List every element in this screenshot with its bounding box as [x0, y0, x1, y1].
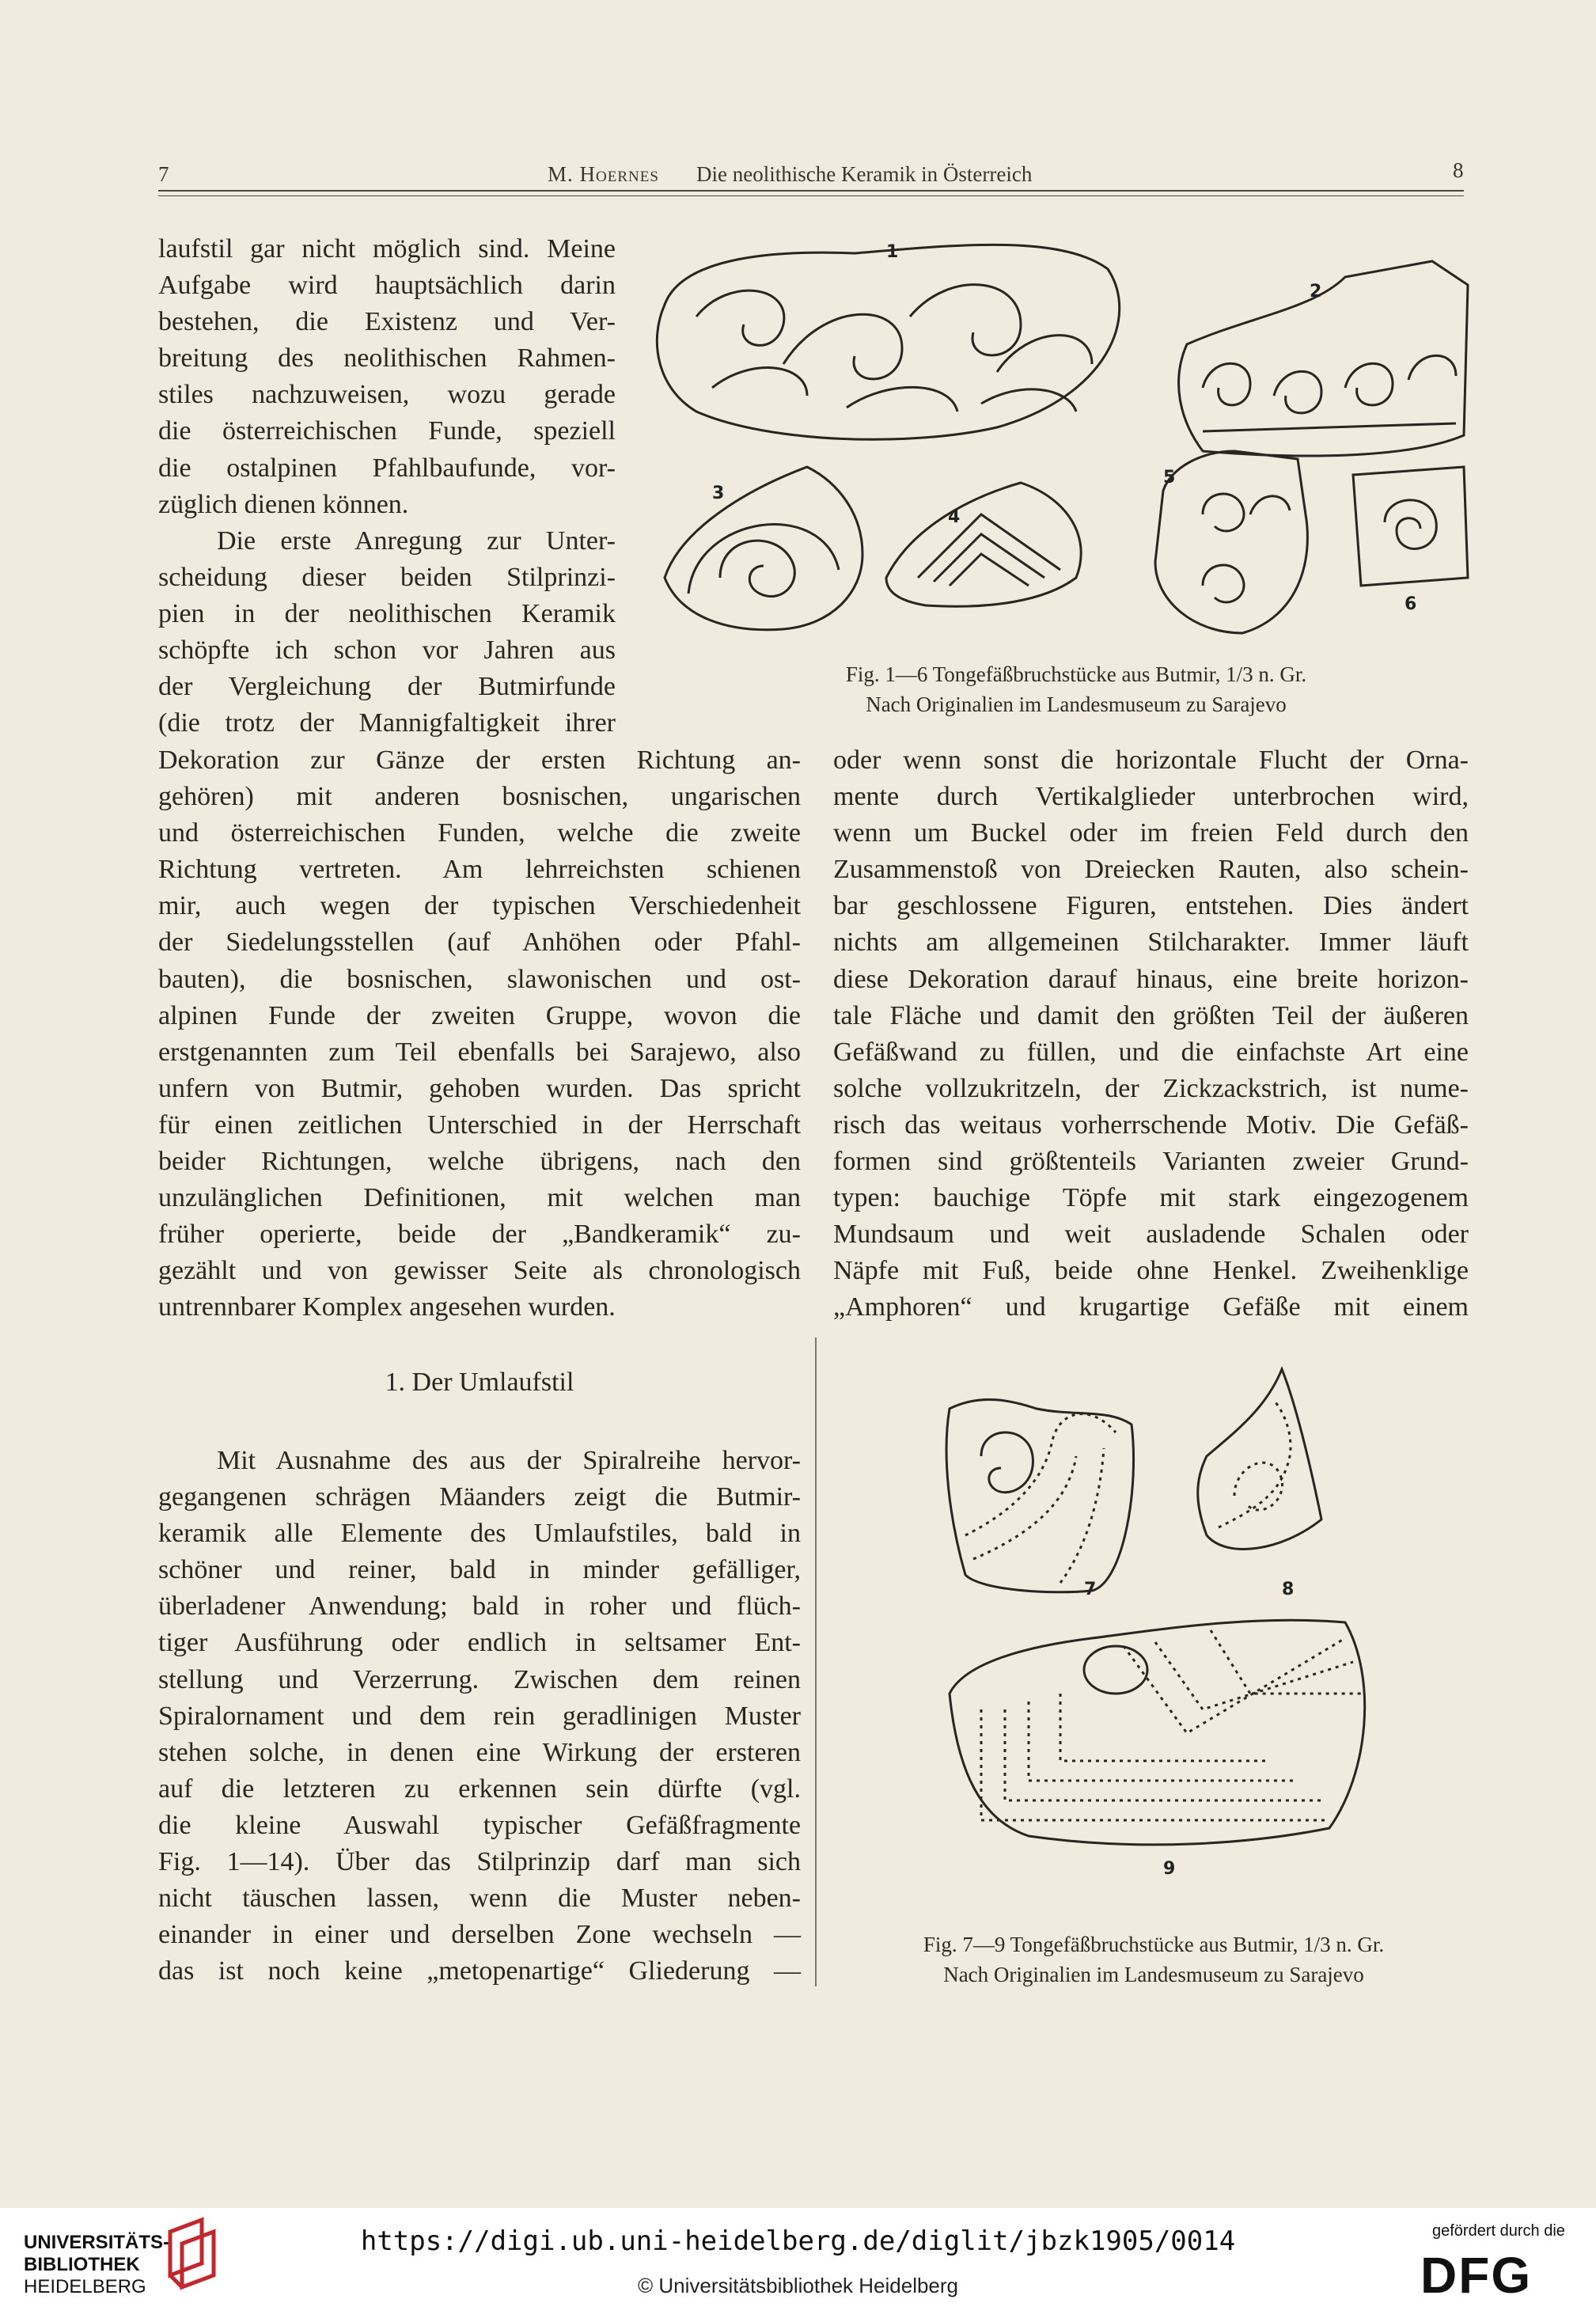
- figure-bottom-caption-line1: Fig. 7—9 Tongefäßbruchstücke aus Butmir, 1/3 n. Gr.: [923, 1933, 1385, 1956]
- text-line: breitung des neolithischen Rahmen-: [158, 343, 616, 374]
- text-line: gegangenen schrägen Mäanders zeigt die Butmir-: [158, 1482, 801, 1512]
- text-left-top: [158, 231, 616, 742]
- fig-label-5: 5: [1163, 468, 1176, 488]
- text-line: erstgenannten zum Teil ebenfalls bei Sarajewo, also: [158, 1037, 801, 1067]
- text-line: schöner und reiner, bald in minder gefälliger,: [158, 1555, 801, 1585]
- text-line: oder wenn sonst die horizontale Flucht der Orna-: [833, 745, 1469, 775]
- text-left-middle: [158, 742, 801, 1326]
- text-line: früher operierte, beide der „Bandkeramik“ zu-: [158, 1220, 801, 1250]
- figure-top-fragments: [649, 230, 1472, 657]
- text-line: Aufgabe wird hauptsächlich darin: [158, 271, 616, 301]
- text-line: Mit Ausnahme des aus der Spiralreihe hervor-: [217, 1446, 801, 1475]
- dfg-funding-label: gefördert durch die: [1432, 2222, 1565, 2240]
- figure-top-caption-line1: Fig. 1—6 Tongefäßbruchstücke aus Butmir, 1/3 n. Gr.: [845, 662, 1307, 686]
- text-line: stiles nachzuweisen, wozu gerade: [158, 380, 616, 410]
- text-line: einander in einer und derselben Zone wechseln —: [158, 1920, 801, 1950]
- header-rule: [158, 190, 1464, 192]
- logo-line-1: UNIVERSITÄTS-: [24, 2232, 170, 2253]
- figure-top-caption-line2: Nach Originalien im Landesmuseum zu Sarajevo: [866, 692, 1287, 716]
- text-line: Richtung vertreten. Am lehrreichsten schienen: [158, 855, 801, 885]
- text-line: nicht täuschen lassen, wenn die Muster neben-: [158, 1884, 801, 1914]
- text-line: Spiralornament und dem rein geradlinigen Muster: [158, 1701, 801, 1731]
- text-line: mir, auch wegen der typischen Verschiedenheit: [158, 891, 801, 921]
- text-line: formen sind größtenteils Varianten zweier Grund-: [833, 1147, 1469, 1177]
- fig-label-6: 6: [1405, 594, 1417, 614]
- fig-label-1: 1: [886, 242, 899, 262]
- text-line: „Amphoren“ und krugartige Gefäße mit einem: [833, 1292, 1469, 1322]
- text-line: schöpfte ich schon vor Jahren aus: [158, 635, 616, 666]
- text-line: keramik alle Elemente des Umlaufstiles, bald in: [158, 1519, 801, 1549]
- fig-label-8: 8: [1282, 1580, 1295, 1599]
- logo-line-2: BIBLIOTHEK: [24, 2254, 140, 2275]
- text-line: stehen solche, in denen eine Wirkung der ersteren: [158, 1737, 801, 1767]
- copyright-notice: © Universitätsbibliothek Heidelberg: [637, 2274, 959, 2297]
- header-rule-thin: [158, 195, 1464, 196]
- fig-label-9: 9: [1163, 1859, 1176, 1879]
- text-line: die österreichischen Funde, speziell: [158, 416, 616, 446]
- text-line: solche vollzukritzeln, der Zickzackstrich, ist nume-: [833, 1073, 1469, 1103]
- text-line: risch das weitaus vorherrschende Motiv. Die Gefäß-: [833, 1110, 1469, 1140]
- text-line: tiger Ausführung oder endlich in seltsamer Ent-: [158, 1628, 801, 1658]
- text-line: bar geschlossene Figuren, entstehen. Dies ändert: [833, 891, 1469, 921]
- text-line: laufstil gar nicht möglich sind. Meine: [158, 234, 616, 264]
- text-line: wenn um Buckel oder im freien Feld durch den: [833, 818, 1469, 848]
- text-line: diese Dekoration darauf hinaus, eine breite horizon-: [833, 964, 1469, 994]
- text-line: bauten), die bosnischen, slawonischen und ost-: [158, 964, 801, 994]
- viewer-footer: [0, 2208, 1596, 2318]
- text-line: scheidung dieser beiden Stilprinzi-: [158, 562, 616, 592]
- text-line: Die erste Anregung zur Unter-: [217, 525, 616, 556]
- header-author: M. Hoernes: [548, 162, 659, 186]
- text-line: untrennbarer Komplex angesehen wurden.: [158, 1292, 616, 1322]
- figure-top-caption: [712, 659, 1440, 719]
- logo-line-3: HEIDELBERG: [24, 2276, 146, 2297]
- text-line: unzulänglichen Definitionen, mit welchen man: [158, 1183, 801, 1213]
- text-line: stellung und Verzerrung. Zwischen dem reinen: [158, 1664, 801, 1694]
- figure-bottom-caption: [841, 1929, 1466, 1990]
- text-line: für einen zeitlichen Unterschied in der Herrschaft: [158, 1110, 801, 1140]
- text-line: alpinen Funde der zweiten Gruppe, wovon die: [158, 1000, 801, 1030]
- header-title: Die neolithische Keramik in Österreich: [696, 162, 1033, 186]
- text-line: nichts am allgemeinen Stilcharakter. Immer läuft: [833, 928, 1469, 958]
- text-line: Zusammenstoß von Dreiecken Rauten, also schein-: [833, 855, 1469, 885]
- fig-label-3: 3: [712, 484, 725, 503]
- text-line: tale Fläche und damit den größten Teil der äußeren: [833, 1000, 1469, 1030]
- text-right-middle: [833, 742, 1469, 1326]
- text-line: typen: bauchige Töpfe mit stark eingezogenem: [833, 1183, 1469, 1213]
- column-divider: [815, 1337, 817, 1986]
- text-line: Mundsaum und weit ausladende Schalen oder: [833, 1220, 1469, 1250]
- text-line: pien in der neolithischen Keramik: [158, 598, 616, 628]
- fragment-1-outline: [657, 245, 1119, 439]
- text-line: der Vergleichung der Butmirfunde: [158, 672, 616, 702]
- page-number-left: 7: [158, 162, 169, 186]
- figure-bottom-caption-line2: Nach Originalien im Landesmuseum zu Sarajevo: [943, 1963, 1364, 1986]
- text-line: (die trotz der Mannigfaltigkeit ihrer: [158, 708, 616, 738]
- text-line: überladener Anwendung; bald in roher und flüch-: [158, 1591, 801, 1622]
- page-number-right: 8: [1453, 158, 1464, 182]
- fig-label-4: 4: [948, 507, 961, 527]
- text-line: züglich dienen können.: [158, 489, 409, 519]
- fig-label-7: 7: [1084, 1580, 1097, 1599]
- text-line: unfern von Butmir, gehoben wurden. Das spricht: [158, 1073, 801, 1103]
- text-line: auf die letzteren zu erkennen sein dürfte (vgl.: [158, 1774, 801, 1804]
- text-line: die kleine Auswahl typischer Gefäßfragmente: [158, 1810, 801, 1840]
- text-line: bestehen, die Existenz und Ver-: [158, 307, 616, 337]
- fig-label-2: 2: [1310, 282, 1322, 302]
- text-line: Näpfe mit Fuß, beide ohne Henkel. Zweihenklige: [833, 1256, 1469, 1286]
- section-heading: 1. Der Umlaufstil: [385, 1368, 574, 1397]
- text-line: der Siedelungsstellen (auf Anhöhen oder Pfahl-: [158, 928, 801, 958]
- text-line: Gefäßwand zu füllen, und die einfachste Art eine: [833, 1037, 1469, 1067]
- text-line: Fig. 1—14). Über das Stilprinzip darf man sich: [158, 1847, 801, 1877]
- text-line: mente durch Vertikalglieder unterbrochen wird,: [833, 782, 1469, 812]
- text-line: gezählt und von gewisser Seite als chronologisch: [158, 1256, 801, 1286]
- text-line: gehören) mit anderen bosnischen, ungarischen: [158, 782, 801, 812]
- text-line: und österreichischen Funden, welche die zweite: [158, 818, 801, 848]
- text-line: das ist noch keine „metopenartige“ Gliederung —: [158, 1956, 801, 1986]
- figure-bottom-fragments: [934, 1361, 1377, 1915]
- text-line: beider Richtungen, welche übrigens, nach den: [158, 1147, 801, 1177]
- text-line: die ostalpinen Pfahlbaufunde, vor-: [158, 453, 616, 483]
- text-line: Dekoration zur Gänze der ersten Richtung an-: [158, 745, 801, 775]
- dfg-logo[interactable]: DFG: [1420, 2247, 1533, 2304]
- permalink-url[interactable]: https://digi.ub.uni-heidelberg.de/diglit/jbzk1905/0014: [360, 2225, 1236, 2257]
- text-left-bottom: [158, 1443, 801, 1990]
